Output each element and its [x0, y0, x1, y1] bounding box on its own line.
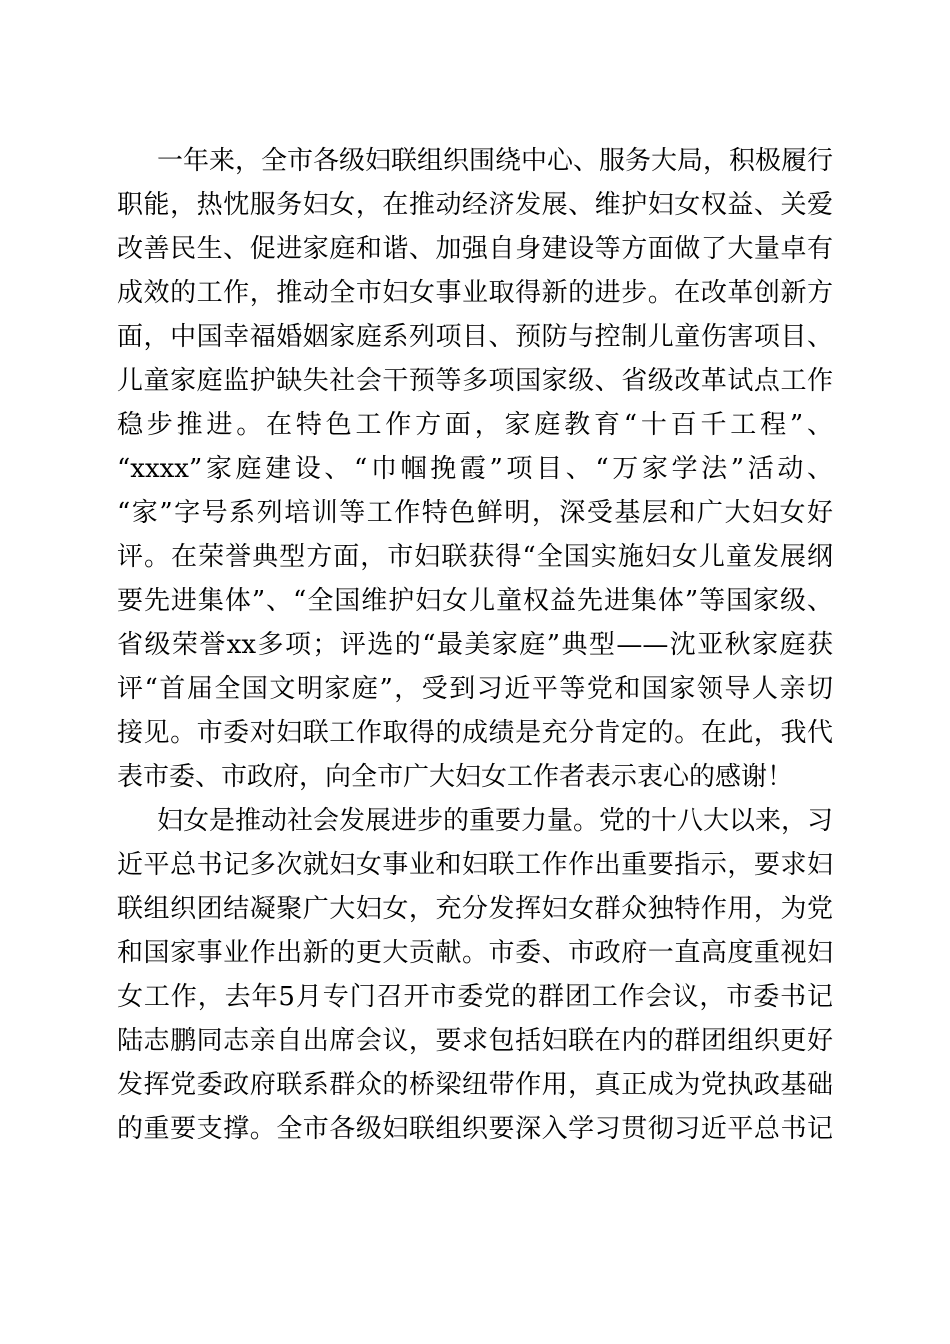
paragraph-2-line-5: 女工作，去年5月专门召开市委党的群团工作会议，市委书记 — [117, 982, 833, 1012]
paragraph-2-line-8: 的重要支撑。全市各级妇联组织要深入学习贯彻习近平总书记 — [117, 1114, 833, 1144]
paragraph-1-line-7: 稳步推进。在特色工作方面，家庭教育“十百千工程”、 — [117, 410, 833, 440]
paragraph-1-line-1: 一年来，全市各级妇联组织围绕中心、服务大局，积极履行 — [157, 146, 834, 176]
paragraph-1-line-12: 省级荣誉xx多项；评选的“最美家庭”典型——沈亚秋家庭获 — [117, 630, 833, 660]
paragraph-1-line-9: “家”字号系列培训等工作特色鲜明，深受基层和广大妇女好 — [117, 498, 833, 528]
paragraph-1-line-13: 评“首届全国文明家庭”，受到习近平等党和国家领导人亲切 — [117, 674, 833, 704]
paragraph-1-line-8: “xxxx”家庭建设、“巾帼挽霞”项目、“万家学法”活动、 — [117, 454, 833, 484]
paragraph-2-line-6: 陆志鹏同志亲自出席会议，要求包括妇联在内的群团组织更好 — [117, 1026, 833, 1056]
paragraph-1-line-6: 儿童家庭监护缺失社会干预等多项国家级、省级改革试点工作 — [117, 366, 833, 396]
paragraph-1-line-4: 成效的工作，推动全市妇女事业取得新的进步。在改革创新方 — [117, 278, 833, 308]
paragraph-1-line-5: 面，中国幸福婚姻家庭系列项目、预防与控制儿童伤害项目、 — [117, 322, 833, 352]
paragraph-1-line-10: 评。在荣誉典型方面，市妇联获得“全国实施妇女儿童发展纲 — [117, 542, 833, 572]
paragraph-1-line-15: 表市委、市政府，向全市广大妇女工作者表示衷心的感谢！ — [117, 762, 794, 792]
paragraph-2-line-4: 和国家事业作出新的更大贡献。市委、市政府一直高度重视妇 — [117, 938, 833, 968]
paragraph-1-line-2: 职能，热忱服务妇女，在推动经济发展、维护妇女权益、关爱 — [117, 190, 833, 220]
paragraph-2-line-2: 近平总书记多次就妇女事业和妇联工作作出重要指示，要求妇 — [117, 850, 833, 880]
paragraph-2-line-7: 发挥党委政府联系群众的桥梁纽带作用，真正成为党执政基础 — [117, 1070, 833, 1100]
paragraph-1-line-3: 改善民生、促进家庭和谐、加强自身建设等方面做了大量卓有 — [117, 234, 833, 264]
paragraph-2-line-3: 联组织团结凝聚广大妇女，充分发挥妇女群众独特作用，为党 — [117, 894, 833, 924]
paragraph-1-line-14: 接见。市委对妇联工作取得的成绩是充分肯定的。在此，我代 — [117, 718, 833, 748]
paragraph-2-line-1: 妇女是推动社会发展进步的重要力量。党的十八大以来，习 — [157, 806, 834, 836]
paragraph-1-line-11: 要先进集体”、“全国维护妇女儿童权益先进集体”等国家级、 — [117, 586, 833, 616]
